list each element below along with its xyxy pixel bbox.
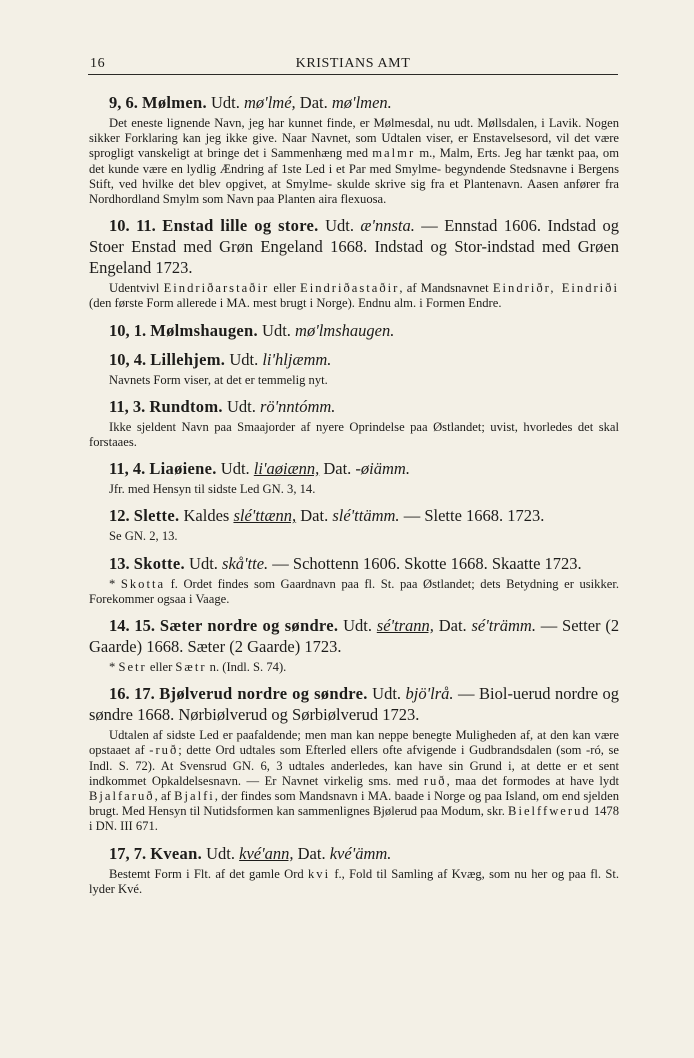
entry-number: 13. xyxy=(109,553,130,573)
entry-saeter xyxy=(89,615,619,675)
entry-headline: 17, 7. Kvean. Udt. kvé'ann, Dat. kvé'ämm. xyxy=(109,843,392,863)
entry-name: Sæter nordre og søndre. xyxy=(159,616,339,636)
entry-number: 10. 11. xyxy=(109,216,156,236)
entry-molmen xyxy=(89,92,619,207)
page-content xyxy=(89,92,619,897)
entry-number: 10, 1. xyxy=(109,320,147,340)
entry-name: Enstad lille og store. xyxy=(162,216,319,236)
entry-name: Slette. xyxy=(133,506,180,526)
entry-note: Udtalen af sidste Led er paafaldende; men man kan neppe benegte Muligheden af, at den kan være opstaaet af -ruð; dette Ord udtales som Efterled ellers ofte afvigende i Gudbrandsdalen (som -ró, se Indl. S. 72). At Svensrud GN. 6, 3 udtales anderledes, kan have sin Grund i, at dette er et sent indkommet Opkaldelsesnavn. — Er Navnet virkelig sms. med ruð, maa det formodes at have lydt Bjalfaruð, af Bjalfi, der findes som Mandsnavn i MA. baade i Norge og paa Island, om end sjelden brugt. Med Hensyn til Nutidsformen kan sammenlignes Bjølerud paa Modum, skr. Bielffwerud 1478 i DN. III 671. xyxy=(89,728,620,834)
pronunciation: mø'lmshaugen. xyxy=(295,320,395,340)
entry-headline: 11, 3. Rundtom. Udt. rö'nntómm. xyxy=(109,396,336,416)
entry-history: — Setter (2 Gaarde) 1668. Sæter (2 Gaarde) 1723. xyxy=(89,616,620,657)
entry-number: 17, 7. xyxy=(109,843,147,863)
pronunciation-dative: slé'ttämm. xyxy=(332,506,400,526)
entry-headline: 10, 1. Mølmshaugen. Udt. mø'lmshaugen. xyxy=(109,320,395,340)
entry-bjolverud xyxy=(89,683,619,834)
entry-number: 11, 4. xyxy=(109,459,146,479)
entry-lillehjem xyxy=(89,349,619,388)
entry-slette xyxy=(89,505,619,544)
entry-headline: 10. 11. Enstad lille og store. Udt. æ'nnsta. — Ennstad 1606. Indstad og Stoer Enstad med Grøn Engeland 1668. Indstad og Stor-indstad med Grøen Engeland 1723. xyxy=(89,216,620,278)
entry-headline: 16. 17. Bjølverud nordre og søndre. Udt. bjö'lrå. — Biol-uerud nordre og søndre 1668. Nørbiølverud og Sørbiølverud 1723. xyxy=(89,684,620,725)
page-header xyxy=(88,54,618,75)
entry-number: 14. 15. xyxy=(109,616,156,636)
pronunciation: mø'lmé, xyxy=(244,93,296,112)
entry-history: — Schottenn 1606. Skotte 1668. Skaatte 1723. xyxy=(268,553,582,573)
entry-name: Liaøiene. xyxy=(149,459,217,479)
entry-name: Bjølverud nordre og søndre. xyxy=(159,684,368,704)
pronunciation: li'aøiænn, xyxy=(253,459,320,479)
pronunciation-dative: kvé'ämm. xyxy=(329,843,392,863)
entry-headline: 10, 4. Lillehjem. Udt. li'hljæmm. xyxy=(109,349,332,369)
entry-note: * Skotta f. Ordet findes som Gaardnavn paa fl. St. paa Østlandet; dets Betydning er usikker. Forekommer ogsaa i Vaage. xyxy=(89,576,619,606)
page-number: 16 xyxy=(90,56,106,71)
entry-note: Se GN. 2, 13. xyxy=(109,529,178,544)
entry-kvean xyxy=(89,843,619,897)
entry-name: Mølmen. xyxy=(142,93,207,112)
entry-name: Lillehjem. xyxy=(150,349,226,369)
entry-headline: 9, 6. Mølmen. Udt. mø'lmé, Dat. mø'lmen. xyxy=(109,93,392,112)
entry-liaoiene xyxy=(89,458,619,497)
entry-headline: 13. Skotte. Udt. skå'tte. — Schottenn 1606. Skotte 1668. Skaatte 1723. xyxy=(109,553,582,573)
pronunciation: kvé'ann, xyxy=(239,843,294,863)
running-title: KRISTIANS AMT xyxy=(295,56,411,71)
entry-name: Kvean. xyxy=(150,843,203,863)
entry-note: Ikke sjeldent Navn paa Smaajorder af nyere Oprindelse paa Østlandet; uvist, hvorledes det skal forstaaes. xyxy=(89,419,619,450)
entry-note: Bestemt Form i Flt. af det gamle Ord kvi f., Fold til Samling af Kvæg, som nu her og paa fl. St. lyder Kvé. xyxy=(89,866,619,896)
entry-number: 16. 17. xyxy=(109,684,155,704)
entry-name: Mølmshaugen. xyxy=(150,320,258,340)
entry-number: 12. xyxy=(109,506,130,526)
entry-skotte xyxy=(89,553,619,607)
entry-note: Navnets Form viser, at det er temmelig nyt. xyxy=(109,372,328,387)
pronunciation-dative: sé'trämm. xyxy=(471,616,536,636)
entry-headline: 14. 15. Sæter nordre og søndre. Udt. sé'trann, Dat. sé'trämm. — Setter (2 Gaarde) 1668. Sæter (2 Gaarde) 1723. xyxy=(89,616,620,657)
pronunciation-dative: -øiämm. xyxy=(355,459,410,479)
pronunciation-dative: mø'lmen. xyxy=(331,93,392,112)
entry-history: — Biol-uerud nordre og søndre 1668. Nørbiølverud og Sørbiølverud 1723. xyxy=(89,684,620,725)
entry-history: — Slette 1668. 1723. xyxy=(399,506,545,526)
pronunciation: skå'tte. xyxy=(222,553,269,573)
pronunciation: bjö'lrå. xyxy=(405,684,454,704)
entry-headline: 12. Slette. Kaldes slé'ttænn, Dat. slé'ttämm. — Slette 1668. 1723. xyxy=(109,506,545,526)
pronunciation: æ'nnsta. xyxy=(360,216,415,236)
entry-number: 11, 3. xyxy=(109,396,146,416)
entry-note: * Setr eller Sætr n. (Indl. S. 74). xyxy=(109,660,287,675)
entry-enstad xyxy=(89,215,619,311)
entry-number: 9, 6. xyxy=(109,93,138,112)
entry-name: Rundtom. xyxy=(149,396,223,416)
pronunciation: slé'ttænn, xyxy=(233,506,297,526)
entry-history: — Ennstad 1606. Indstad og Stoer Enstad med Grøn Engeland 1668. Indstad og Stor-indstad med Grøen Engeland 1723. xyxy=(89,216,620,278)
entry-molmshaugen xyxy=(89,320,619,341)
entry-rundtom xyxy=(89,396,619,450)
entry-headline: 11, 4. Liaøiene. Udt. li'aøiænn, Dat. -øiämm. xyxy=(109,459,410,479)
entry-note: Det eneste lignende Navn, jeg har kunnet finde, er Mølmesdal, nu udt. Møllsdalen, i Lavik. Nogen sikker Forklaring kan jeg ikke give. Naar Navnet, som Udtalen viser, er Enstavelsesord, vil det være sprogligt vanskeligt at bringe det i Sammenhæng med malmr m., Malm, Erts. Jeg har tænkt paa, om det kunde være en lydlig Ændring af 1ste Led i et Par med Smylme- begyndende Stedsnavne i Bergens Stift, ved hvilke det blev opgivet, at Smylme- skulde skrive sig fra et Plantenavn. Aasen anfører fra Nordhordland Smylm som Navn paa Planten aira flexuosa. xyxy=(89,116,619,207)
entry-number: 10, 4. xyxy=(109,349,147,369)
pronunciation: sé'trann, xyxy=(376,616,434,636)
entry-name: Skotte. xyxy=(133,553,185,573)
pronunciation: li'hljæmm. xyxy=(262,349,332,369)
entry-note: Jfr. med Hensyn til sidste Led GN. 3, 14. xyxy=(109,482,316,497)
pronunciation: rö'nntómm. xyxy=(259,396,336,416)
entry-note: Udentvivl Eindriðarstaðir eller Eindriðastaðir, af Mandsnavnet Eindriðr, Eindriði (den første Form allerede i MA. mest brugt i Norge). Endnu alm. i Formen Endre. xyxy=(89,281,619,311)
